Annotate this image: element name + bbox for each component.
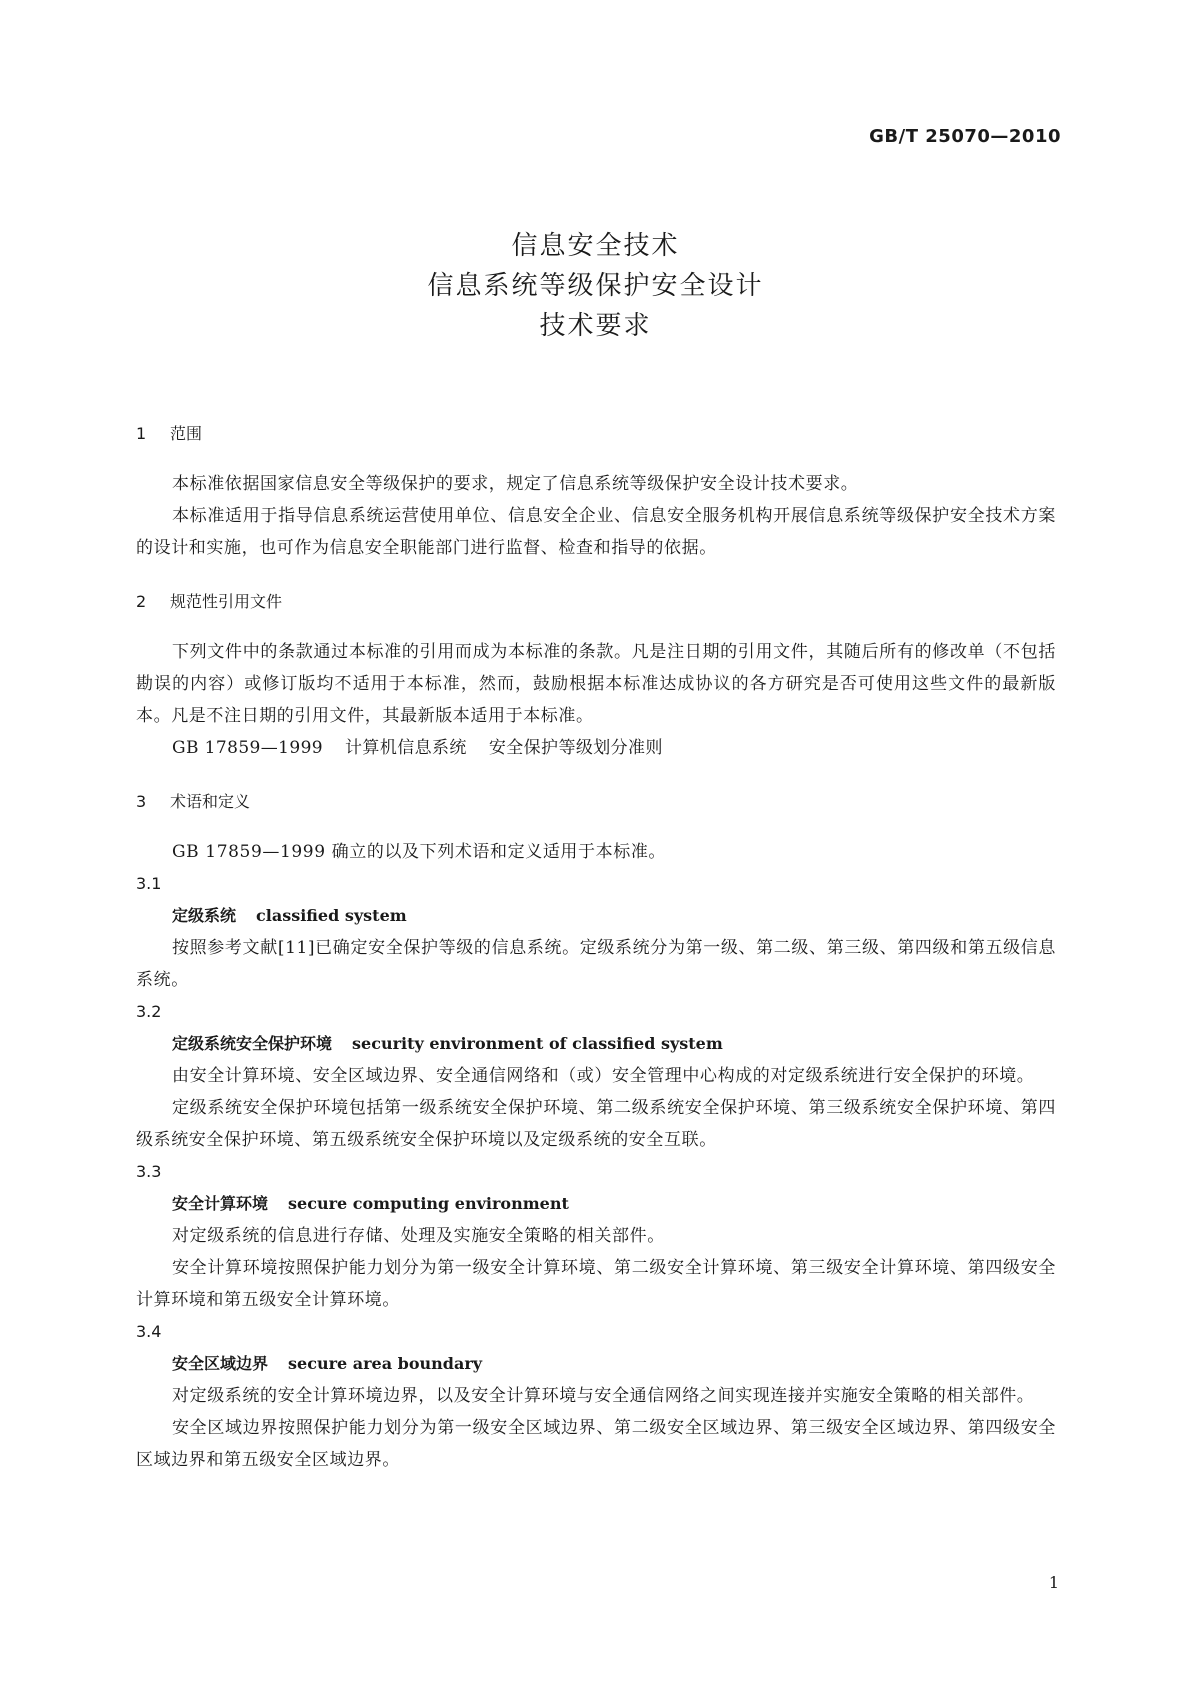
- section-title: 术语和定义: [170, 792, 251, 811]
- paragraph: 按照参考文献[11]已确定安全保护等级的信息系统。定级系统分为第一级、第二级、第三级、第四级和第五级信息系统。: [136, 938, 1056, 990]
- title-line-2: 信息系统等级保护安全设计: [427, 271, 764, 301]
- term-zh: 安全计算环境: [172, 1194, 269, 1213]
- reference-title-a: 计算机信息系统: [345, 738, 467, 758]
- paragraph: 定级系统安全保护环境包括第一级系统安全保护环境、第二级系统安全保护环境、第三级系统安全保护环境、第四级系统安全保护环境、第五级系统安全保护环境以及定级系统的安全互联。: [136, 1098, 1056, 1150]
- term-zh: 安全区域边界: [172, 1354, 269, 1373]
- term-en: secure area boundary: [288, 1354, 483, 1373]
- term-zh: 定级系统安全保护环境: [172, 1034, 333, 1053]
- section-number: 1: [136, 424, 147, 443]
- section-title: 规范性引用文件: [170, 592, 283, 611]
- paragraph: 本标准依据国家信息安全等级保护的要求，规定了信息系统等级保护安全设计技术要求。: [172, 474, 859, 494]
- term-number: 3.2: [136, 1002, 162, 1021]
- section-title: 范围: [170, 424, 203, 443]
- term-heading: [136, 900, 1056, 932]
- normative-reference: [136, 732, 1056, 764]
- page-number: 1: [1048, 1573, 1059, 1592]
- term-heading: [136, 1188, 1056, 1220]
- section-3-heading: [136, 786, 1056, 818]
- paragraph: GB 17859—1999 确立的以及下列术语和定义适用于本标准。: [172, 842, 667, 862]
- document-body: [136, 408, 1056, 1476]
- term-en: classified system: [256, 906, 407, 925]
- title-line-1: 信息安全技术: [511, 231, 680, 261]
- paragraph: 由安全计算环境、安全区域边界、安全通信网络和（或）安全管理中心构成的对定级系统进行安全保护的环境。: [172, 1066, 1035, 1086]
- section-2-heading: [136, 586, 1056, 618]
- document-title: [0, 226, 1191, 346]
- paragraph: 下列文件中的条款通过本标准的引用而成为本标准的条款。凡是注日期的引用文件，其随后所有的修改单（不包括勘误的内容）或修订版均不适用于本标准，然而，鼓励根据本标准达成协议的各方研究是否可使用这些文件的最新版本。凡是不注日期的引用文件，其最新版本适用于本标准。: [136, 642, 1056, 726]
- section-number: 2: [136, 592, 147, 611]
- term-heading: [136, 1028, 1056, 1060]
- standard-number: GB/T 25070—2010: [869, 126, 1061, 147]
- reference-title-b: 安全保护等级划分准则: [488, 738, 663, 758]
- term-number: 3.3: [136, 1162, 162, 1181]
- paragraph: 安全区域边界按照保护能力划分为第一级安全区域边界、第二级安全区域边界、第三级安全区域边界、第四级安全区域边界和第五级安全区域边界。: [136, 1418, 1056, 1470]
- paragraph: 对定级系统的信息进行存储、处理及实施安全策略的相关部件。: [172, 1226, 665, 1246]
- paragraph: 安全计算环境按照保护能力划分为第一级安全计算环境、第二级安全计算环境、第三级安全计算环境、第四级安全计算环境和第五级安全计算环境。: [136, 1258, 1056, 1310]
- term-number: 3.1: [136, 874, 162, 893]
- term-number: 3.4: [136, 1322, 162, 1341]
- reference-code: GB 17859—1999: [172, 738, 324, 758]
- term-en: security environment of classified system: [352, 1034, 723, 1053]
- term-heading: [136, 1348, 1056, 1380]
- term-en: secure computing environment: [288, 1194, 569, 1213]
- title-line-3: 技术要求: [539, 311, 652, 341]
- section-number: 3: [136, 792, 147, 811]
- paragraph: 对定级系统的安全计算环境边界，以及安全计算环境与安全通信网络之间实现连接并实施安全策略的相关部件。: [172, 1386, 1035, 1406]
- paragraph: 本标准适用于指导信息系统运营使用单位、信息安全企业、信息安全服务机构开展信息系统等级保护安全技术方案的设计和实施，也可作为信息安全职能部门进行监督、检查和指导的依据。: [136, 506, 1056, 558]
- term-zh: 定级系统: [172, 906, 237, 925]
- section-1-heading: [136, 418, 1056, 450]
